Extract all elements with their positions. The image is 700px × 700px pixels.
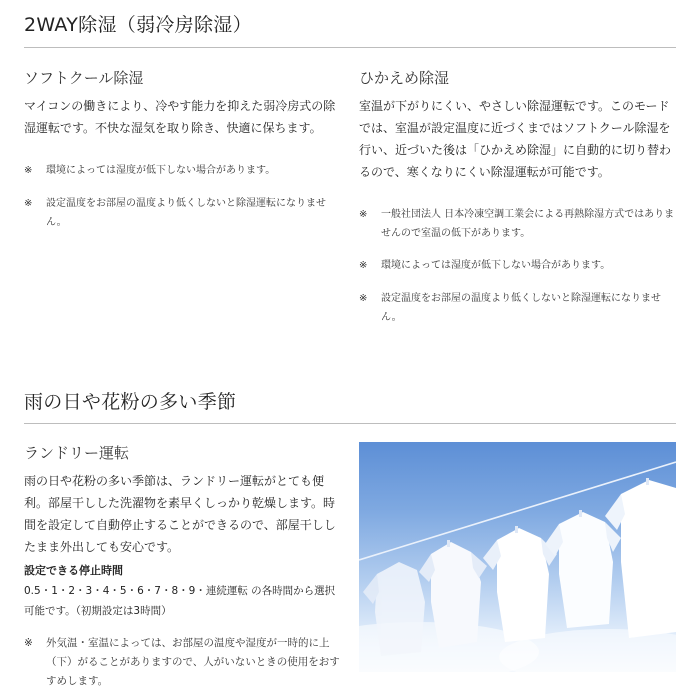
- note-soft-cool-2: [24, 195, 344, 232]
- laundry-illustration: [359, 442, 676, 672]
- clothespin: [579, 510, 582, 517]
- clothespin: [646, 478, 649, 485]
- note-mark: ※: [24, 637, 33, 649]
- note-mark: ※: [359, 209, 368, 220]
- note-hikaeme-2: [359, 257, 677, 276]
- note-text: 環境によっては湿度が低下しない場合があります。: [46, 165, 276, 176]
- note-text: 設定温度をお部屋の温度より低くしないと除湿運転になりません。: [381, 293, 661, 323]
- shirt-3: [483, 528, 557, 642]
- note-laundry-1: [24, 634, 342, 691]
- note-hikaeme-1: [359, 206, 677, 243]
- body-hikaeme: 室温が下がりにくい、やさしい除湿運転です。このモードでは、室温が設定温度に近づくまではソフトクール除湿を行い、近づいた後は「ひかえめ除湿」に自動的に切り替わるので、寒くなりにくい除湿運転が可能です。: [359, 99, 672, 179]
- section-title-rainy-season: 雨の日や花粉の多い季節: [24, 391, 237, 413]
- divider-section1: [24, 47, 676, 48]
- divider-section2: [24, 423, 676, 424]
- section-title-2way: 2WAY除湿（弱冷房除湿）: [24, 14, 252, 36]
- note-soft-cool-1: [24, 162, 344, 181]
- note-mark: ※: [359, 260, 368, 271]
- note-text: 設定温度をお部屋の温度より低くしないと除湿運転になりません。: [46, 198, 326, 228]
- laundry-photo: [359, 442, 676, 672]
- note-mark: ※: [24, 198, 33, 209]
- note-mark: ※: [24, 165, 33, 176]
- shirt-5: [605, 480, 676, 638]
- timer-label: 設定できる停止時間: [24, 564, 123, 577]
- body-laundry: 雨の日や花粉の多い季節は、ランドリー運転がとても便利。部屋干しした洗濯物を素早くしっかり乾燥します。時間を設定して自動停止することができるので、部屋干ししたまま外出しても安心です。: [24, 474, 336, 554]
- note-text: 外気温・室温によっては、お部屋の温度や湿度が一時的に上（下）がることがありますので、人がいないときの使用をおすすめします。: [46, 637, 340, 687]
- col-title-laundry: ランドリー運転: [24, 444, 130, 462]
- note-mark: ※: [359, 293, 368, 304]
- clothespin: [515, 526, 518, 533]
- clothespin: [447, 540, 450, 547]
- note-text: 環境によっては湿度が低下しない場合があります。: [381, 260, 611, 271]
- col-title-hikaeme: ひかえめ除湿: [359, 69, 450, 87]
- shirt-4: [545, 512, 621, 628]
- body-soft-cool: マイコンの働きにより、冷やす能力を抑えた弱冷房式の除湿運転です。不快な湿気を取り除き、快適に保ちます。: [24, 99, 336, 135]
- note-hikaeme-3: [359, 290, 677, 327]
- note-text: 一般社団法人 日本冷凍空調工業会による再熱除湿方式ではありませんので室温の低下があります。: [381, 209, 675, 239]
- timer-options: 0.5・1・2・3・4・5・6・7・8・9・連続運転 の各時間から選択可能です。（初期設定は3時間）: [24, 585, 336, 617]
- col-title-soft-cool: ソフトクール除湿: [24, 69, 144, 87]
